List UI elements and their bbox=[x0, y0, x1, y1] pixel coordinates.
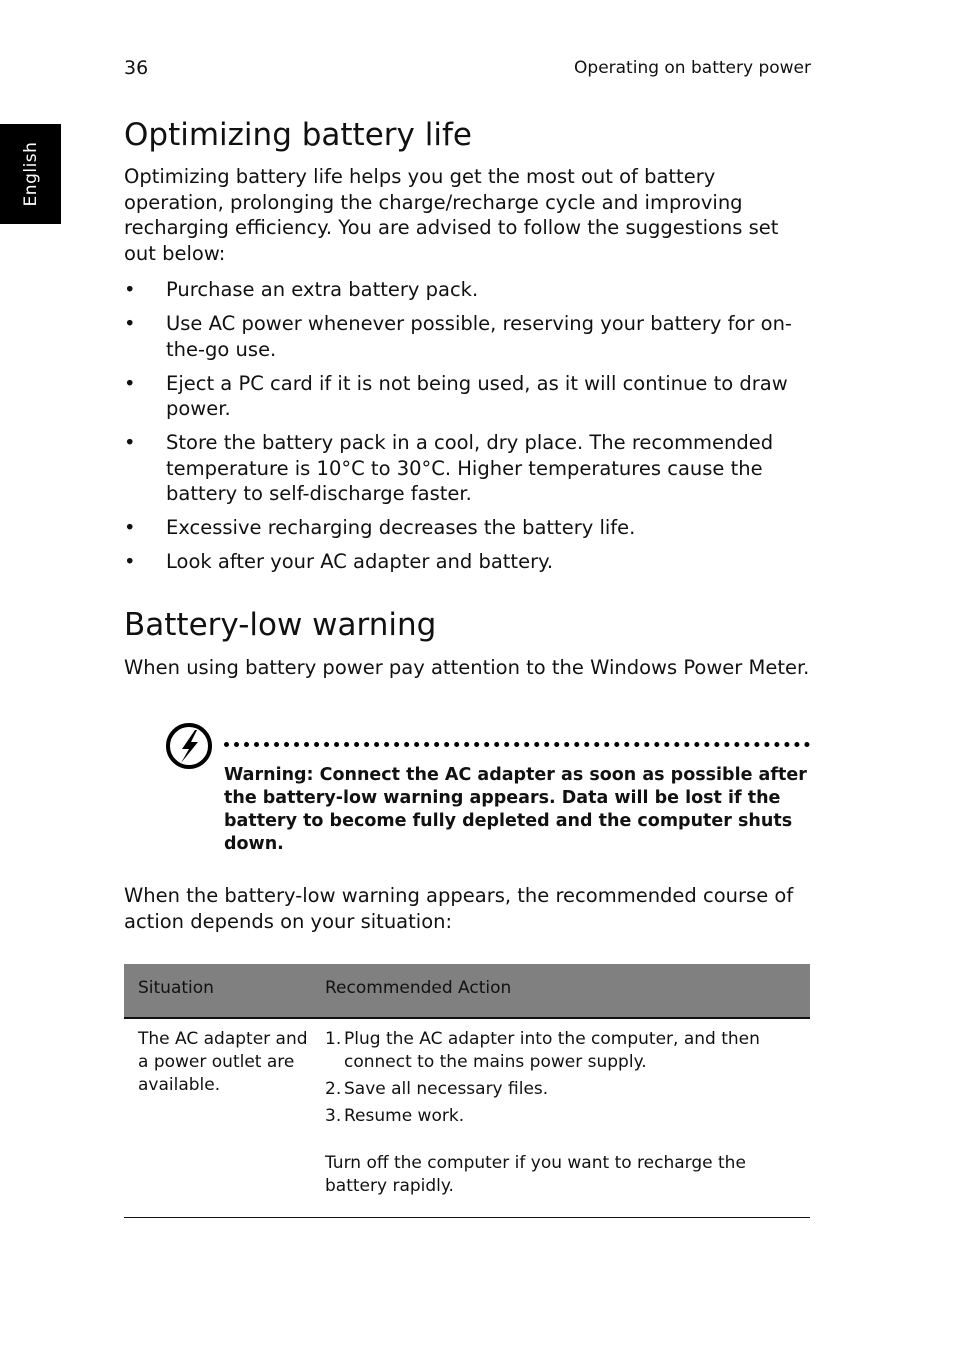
list-item bbox=[124, 430, 810, 507]
list-item bbox=[124, 549, 810, 575]
situation-cell: The AC adapter and a power outlet are available. bbox=[138, 1029, 308, 1095]
action-step bbox=[325, 1078, 795, 1101]
section-title-battery-low: Battery-low warning bbox=[124, 607, 437, 643]
list-item bbox=[124, 371, 810, 422]
step-text: Save all necessary files. bbox=[344, 1079, 549, 1099]
list-item bbox=[124, 277, 810, 303]
step-number: 1. bbox=[325, 1029, 342, 1049]
list-item-text: Look after your AC adapter and battery. bbox=[166, 550, 554, 573]
list-item-text: Store the battery pack in a cool, dry place. The recommended temperature is 10°C to 30°C. Higher temperatures cause the battery to self-discharge faster. bbox=[166, 431, 774, 505]
language-tab bbox=[0, 124, 61, 224]
language-tab-label: English bbox=[20, 141, 41, 207]
warning-divider bbox=[224, 742, 810, 748]
column-header-situation: Situation bbox=[138, 978, 214, 998]
step-number: 3. bbox=[325, 1106, 342, 1126]
list-item bbox=[124, 311, 810, 362]
lightning-warning-icon bbox=[165, 722, 213, 770]
list-item-text: Use AC power whenever possible, reserving your battery for on-the-go use. bbox=[166, 312, 792, 361]
step-text: Plug the AC adapter into the computer, and then connect to the mains power supply. bbox=[344, 1029, 760, 1072]
action-step bbox=[325, 1105, 795, 1128]
list-item-text: Excessive recharging decreases the battery life. bbox=[166, 516, 636, 539]
action-table bbox=[124, 964, 810, 1218]
table-row bbox=[124, 1019, 810, 1218]
action-step bbox=[325, 1028, 795, 1074]
bullet-marker: • bbox=[124, 550, 136, 573]
bullet-marker: • bbox=[124, 278, 136, 301]
section-intro-optimizing: Optimizing battery life helps you get the most out of battery operation, prolonging the charge/recharge cycle and improving recharging efficiency. You are advised to follow the suggestions set out below: bbox=[124, 165, 779, 265]
warning-text: Warning: Connect the AC adapter as soon as possible after the battery-low warning appears. Data will be lost if the battery to become fully depleted and the computer shuts down. bbox=[224, 765, 807, 854]
action-note: Turn off the computer if you want to recharge the battery rapidly. bbox=[325, 1153, 746, 1196]
list-item-text: Purchase an extra battery pack. bbox=[166, 278, 479, 301]
step-number: 2. bbox=[325, 1079, 342, 1099]
suggestion-list bbox=[124, 277, 810, 583]
table-header bbox=[124, 964, 810, 1019]
course-of-action-text: When the battery-low warning appears, the recommended course of action depends on your situation: bbox=[124, 884, 794, 933]
column-header-action: Recommended Action bbox=[325, 978, 512, 998]
running-header: Operating on battery power bbox=[574, 58, 811, 78]
bullet-marker: • bbox=[124, 431, 136, 454]
bullet-marker: • bbox=[124, 312, 136, 335]
page-number: 36 bbox=[124, 57, 149, 79]
list-item-text: Eject a PC card if it is not being used, as it will continue to draw power. bbox=[166, 371, 788, 420]
bullet-marker: • bbox=[124, 371, 136, 395]
section-title-optimizing: Optimizing battery life bbox=[124, 117, 472, 153]
bullet-marker: • bbox=[124, 516, 136, 539]
step-text: Resume work. bbox=[344, 1106, 465, 1126]
list-item bbox=[124, 515, 810, 541]
action-cell bbox=[325, 1028, 795, 1198]
section-intro-battery-low: When using battery power pay attention to the Windows Power Meter. bbox=[124, 656, 810, 679]
